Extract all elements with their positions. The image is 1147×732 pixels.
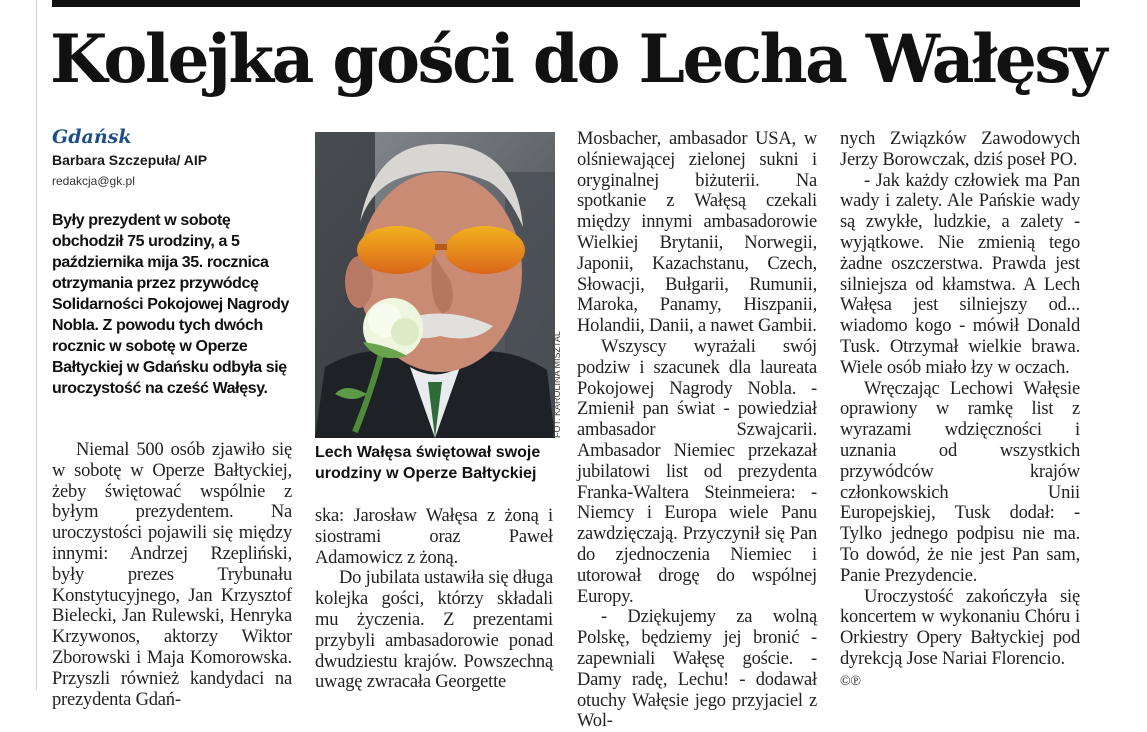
paragraph: Wszyscy wyrażali swój podziw i szacunek dla laureata Pokojowej Nagrody Nobla. - Zmienił pan świat - powiedział ambasador Szwajcarii. Ambasador Niemiec przekazał jubilatowi list od prezydenta Franka-Waltera Steinmeiera: - Niemcy i Europa wiele Panu zawdzięczają. Przyczynił się Pan do zjednoczenia Niemiec i utorował drogę do wspólnej Europy. (577, 336, 817, 607)
article-lead: Były prezydent w sobotę obchodził 75 urodziny, a 5 października mija 35. rocznica otrzymania przez przywódcę Solidarności Pokojowej Nagrody Nobla. Z powodu tych dwóch rocznic w sobotę w Operze Bałtyckiej w Gdańsku odbyła się uroczystość na cześć Wałęsy. (52, 212, 289, 397)
paragraph: ska: Jarosław Wałęsa z żoną i siostrami oraz Paweł Adamowicz z żoną. (315, 506, 553, 568)
photo-caption: Lech Wałęsa świętował swoje urodziny w Operze Bałtyckiej (315, 444, 541, 482)
paragraph: Uroczystość zakończyła się koncertem w wykonaniu Chóru i Orkiestry Opery Bałtyckiej pod dyrekcją Jose Nariai Florencio. (840, 586, 1080, 669)
article-column-4 (840, 129, 1080, 693)
author-byline: Barbara Szczepuła/ AIP (52, 152, 208, 168)
photo-illustration (315, 132, 555, 438)
article-column-1 (52, 440, 292, 710)
dateline: Gdańsk (52, 126, 132, 148)
paragraph: Mosbacher, ambasador USA, w olśniewającej zielonej sukni i oryginalnej biżuterii. Na spotkanie z Wałęsą czekali między innymi ambasadorowie Wielkiej Brytanii, Norwegii, Japonii, Kazachstanu, Czech, Słowacji, Bułgarii, Rumunii, Maroka, Panamy, Hiszpanii, Holandii, Danii, a nawet Gambii. (577, 129, 817, 337)
paragraph: Niemal 500 osób zjawiło się w sobotę w Operze Bałtyckiej, żeby świętować wspólnie z byłym prezydentem. Na uroczystości pojawili się między innymi: Andrzej Rzepliński, były prezes Trybunału Konstytucyjnego, Jan Krzysztof Bielecki, Jan Rulewski, Henryka Krzywonos, aktorzy Wiktor Zborowski i Maja Komorowska. Przyszli również kandydaci na prezydenta Gdań- (52, 440, 292, 710)
author-email: redakcja@gk.pl (52, 174, 135, 188)
headline: Kolejka gości do Lecha Wałęsy (50, 20, 1105, 98)
end-mark: ©℗ (840, 673, 861, 689)
paragraph: - Jak każdy człowiek ma Pan wady i zalety. Ale Pańskie wady są zwykłe, ludzkie, a zalety - wyjątkowe. Nie zmienią tego żadne oszczerstwa. Prawda jest silniejsza od kłamstwa. A Lech Wałęsa jest silniejszy od... wiadomo kogo - mówił Donald Tusk. Otrzymał wielkie brawa. Wiele osób miało łzy w oczach. (840, 170, 1080, 378)
left-margin-rule (36, 0, 37, 690)
photo-credit: FOT. KAROLINA MISZTAL (552, 331, 562, 438)
article-photo (315, 132, 555, 438)
top-rule (52, 0, 1080, 7)
paragraph: Wręczając Lechowi Wałęsie oprawiony w ramkę list z wyrazami wdzięczności i uznania od wszystkich przywódców krajów członkowskich Unii Europejskiej, Tusk dodał: - Tylko jednego podpisu nie ma. To dowód, że nie jest Pan sam, Panie Prezydencie. (840, 378, 1080, 586)
paragraph: nych Związków Zawodowych Jerzy Borowczak, dziś poseł PO. (840, 129, 1080, 170)
paragraph: - Dziękujemy za wolną Polskę, będziemy jej bronić - zapewniali Wałęsę goście. - Damy radę, Lechu! - dodawał otuchy Wałęsie jego przyjaciel z Wol- (577, 607, 817, 732)
end-mark-line (840, 670, 1080, 693)
article-column-2 (315, 506, 553, 693)
article-column-3 (577, 129, 817, 732)
paragraph: Do jubilata ustawiła się długa kolejka gości, którzy składali mu życzenia. Z prezentami przybyli ambasadorowie ponad dwudziestu krajów. Powszechną uwagę zwracała Georgette (315, 568, 553, 693)
